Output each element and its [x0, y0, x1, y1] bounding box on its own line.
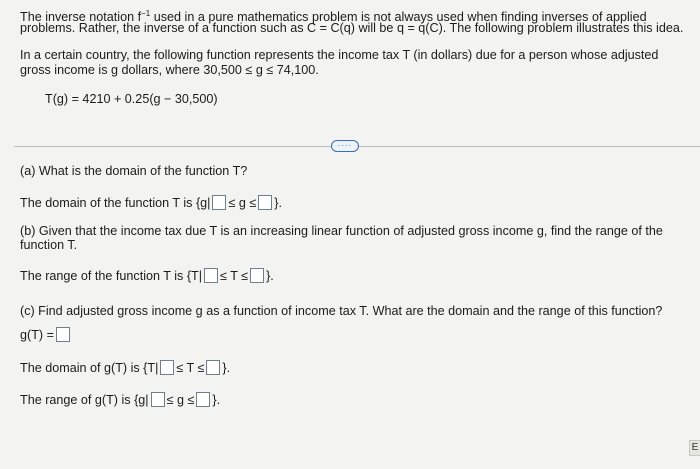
part-a-answer-row: [20, 195, 282, 211]
part-b-suffix: }.: [266, 269, 274, 283]
part-c-range-mid: ≤ g ≤: [166, 393, 195, 407]
intro-line-2: problems. Rather, the inverse of a function such as C = C(q) will be q = q(C). The following problem illustrates this idea.: [20, 21, 684, 35]
g-domain-lower-input[interactable]: [160, 360, 174, 375]
part-b-answer-row: [20, 268, 274, 284]
range-upper-input[interactable]: [250, 268, 264, 283]
part-b-prefix: The range of the function T is {T|: [20, 269, 203, 283]
intro-line-3: In a certain country, the following function represents the income tax T (in dollars) due for a person whose adjusted: [20, 48, 659, 62]
part-c-question: (c) Find adjusted gross income g as a function of income tax T. What are the domain and the range of this function?: [20, 304, 663, 318]
tax-formula: T(g) = 4210 + 0.25(g − 30,500): [45, 92, 218, 106]
part-b-question-line-2: function T.: [20, 238, 78, 252]
part-c-domain-prefix: The domain of g(T) is {T|: [20, 361, 159, 375]
part-c-domain-row: [20, 360, 230, 376]
part-b-mid: ≤ T ≤: [220, 269, 249, 283]
g-of-t-input[interactable]: [56, 327, 70, 342]
part-a-prefix: The domain of the function T is {g|: [20, 196, 211, 210]
domain-lower-input[interactable]: [212, 195, 226, 210]
part-a-question: (a) What is the domain of the function T?: [20, 164, 248, 178]
part-a-suffix: }.: [274, 196, 282, 210]
part-c-domain-suffix: }.: [222, 361, 231, 375]
intro-text: used in a pure mathematics problem is not always used when finding inverses of applied: [150, 10, 647, 24]
g-of-t-row: [20, 327, 72, 343]
edge-tab[interactable]: E: [689, 440, 700, 456]
part-c-range-prefix: The range of g(T) is {g|: [20, 393, 149, 407]
part-c-domain-mid: ≤ T ≤: [176, 361, 205, 375]
domain-upper-input[interactable]: [258, 195, 272, 210]
g-range-lower-input[interactable]: [151, 392, 165, 407]
g-domain-upper-input[interactable]: [206, 360, 220, 375]
part-c-range-row: [20, 392, 220, 408]
g-range-upper-input[interactable]: [196, 392, 210, 407]
part-a-mid: ≤ g ≤: [228, 196, 257, 210]
part-b-question-line-1: (b) Given that the income tax due T is an increasing linear function of adjusted gross income g, find the range of the: [20, 224, 663, 238]
g-of-t-label: g(T) =: [20, 328, 54, 342]
intro-line-4: gross income is g dollars, where 30,500 ≤ g ≤ 74,100.: [20, 63, 319, 77]
intro-text: The inverse notation f: [20, 10, 142, 24]
part-c-range-suffix: }.: [212, 393, 221, 407]
range-lower-input[interactable]: [204, 268, 218, 283]
expand-button[interactable]: ····: [331, 140, 359, 152]
inverse-superscript: −1: [141, 9, 151, 18]
